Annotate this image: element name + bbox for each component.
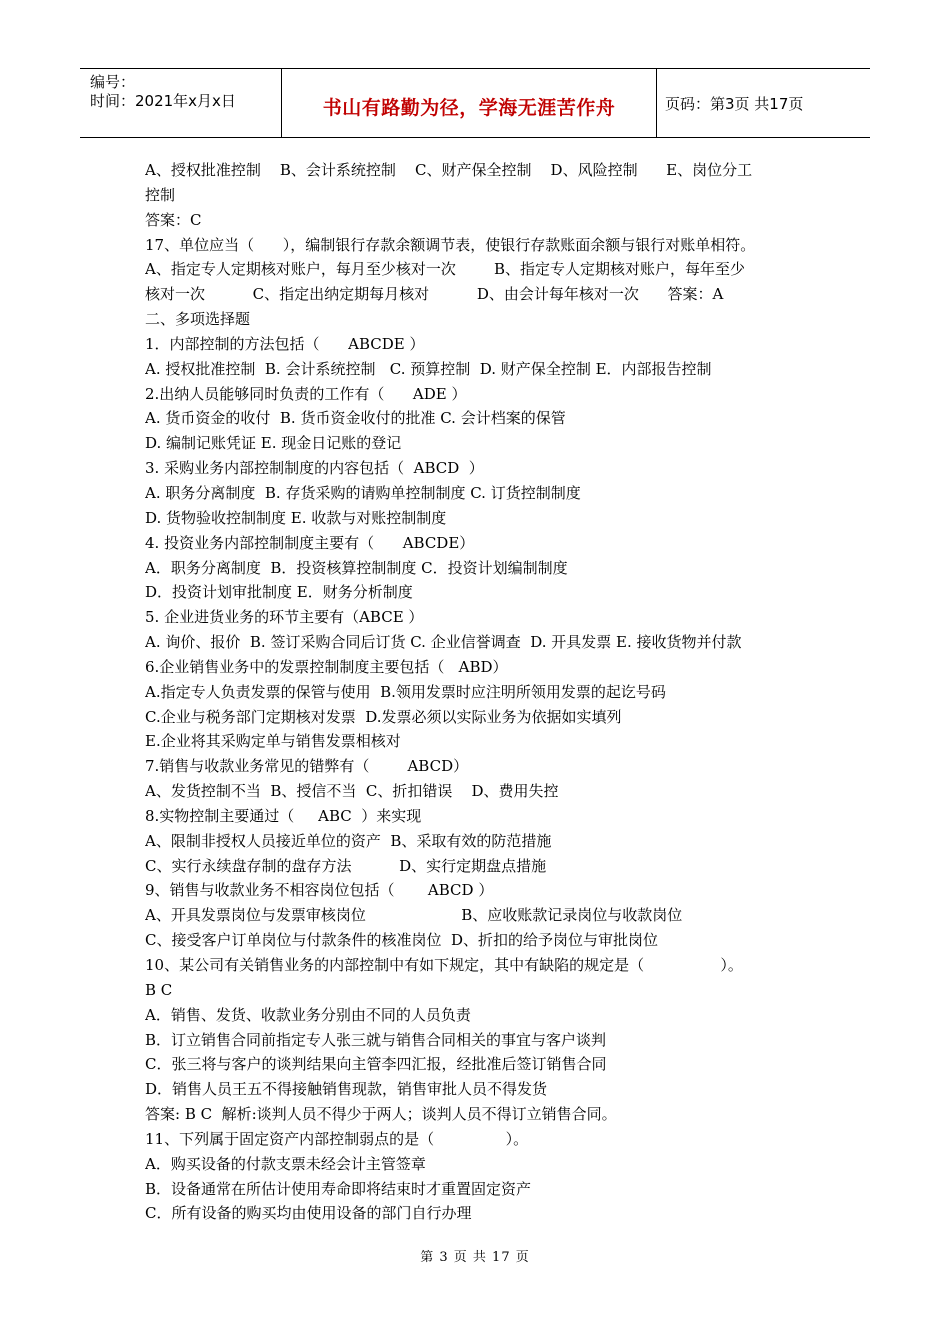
text-line: 11、下列属于固定资产内部控制弱点的是（ ）。: [145, 1129, 529, 1148]
text-line: 答案：C: [145, 210, 202, 229]
text-line: 二、多项选择题: [145, 310, 251, 329]
document-body: [145, 158, 825, 1226]
text-line: B．设备通常在所估计使用寿命即将结束时才重置固定资产: [145, 1179, 532, 1198]
text-line: 1．内部控制的方法包括（ ABCDE ）: [145, 334, 425, 353]
text-line: E.企业将其采购定单与销售发票相核对: [145, 732, 401, 751]
text-line: C．张三将与客户的谈判结果向主管李四汇报，经批准后签订销售合同: [145, 1055, 607, 1074]
text-line: 10、某公司有关销售业务的内部控制中有如下规定，其中有缺陷的规定是（ ）。: [145, 956, 743, 974]
text-line: C、接受客户订单岗位与付款条件的核准岗位 D、折扣的给予岗位与审批岗位: [145, 931, 659, 950]
text-line: B C: [145, 980, 173, 999]
text-line: C.企业与税务部门定期核对发票 D.发票必须以实际业务为依据如实填列: [145, 707, 622, 726]
text-line: 7.销售与收款业务常见的错弊有（ ABCD）: [145, 757, 469, 776]
header-motto: 书山有路勤为径，学海无涯苦作舟: [322, 97, 616, 119]
text-line: 3. 采购业务内部控制制度的内容包括（ ABCD ）: [145, 459, 484, 478]
text-line: C、实行永续盘存制的盘存方法 D、实行定期盘点措施: [145, 856, 547, 875]
text-line: A．职务分离制度 B．投资核算控制制度 C．投资计划编制制度: [145, 558, 568, 577]
text-line: B．订立销售合同前指定专人张三就与销售合同相关的事宜与客户谈判: [145, 1030, 607, 1049]
header-page-cell: [657, 69, 870, 137]
text-line: D. 货物验收控制制度 E. 收款与对账控制制度: [145, 508, 447, 527]
text-line: 控制: [145, 185, 176, 204]
text-line: A、授权批准控制 B、会计系统控制 C、财产保全控制 D、风险控制 E、岗位分工: [145, 161, 753, 179]
text-line: A．购买设备的付款支票未经会计主管签章: [145, 1154, 426, 1173]
header-motto-cell: [282, 69, 657, 137]
header-meta-cell: [80, 69, 282, 137]
text-line: A.指定专人负责发票的保管与使用 B.领用发票时应注明所领用发票的起讫号码: [145, 682, 666, 701]
text-line: 4. 投资业务内部控制制度主要有（ ABCDE）: [145, 533, 475, 552]
text-line: C．所有设备的购买均由使用设备的部门自行办理: [145, 1204, 472, 1223]
text-line: A．销售、发货、收款业务分别由不同的人员负责: [145, 1005, 471, 1024]
text-line: 5. 企业进货业务的环节主要有（ABCE ）: [145, 608, 424, 627]
text-line: A. 货币资金的收付 B. 货币资金收付的批准 C. 会计档案的保管: [145, 409, 566, 428]
text-line: 8.实物控制主要通过（ ABC ）来实现: [145, 806, 422, 825]
text-line: A、指定专人定期核对账户，每月至少核对一次 B、指定专人定期核对账户，每年至少: [145, 260, 746, 279]
text-line: 核对一次 C、指定出纳定期每月核对 D、由会计每年核对一次 答案：A: [145, 285, 724, 304]
document-number-label: 编号：: [90, 73, 136, 91]
text-line: 答案: B C 解析:谈判人员不得少于两人；谈判人员不得订立销售合同。: [145, 1105, 617, 1124]
text-line: 2.出纳人员能够同时负责的工作有（ ADE ）: [145, 384, 467, 403]
text-line: A、开具发票岗位与发票审核岗位 B、应收账款记录岗位与收款岗位: [145, 906, 683, 925]
text-line: D. 编制记账凭证 E. 现金日记账的登记: [145, 434, 402, 453]
text-line: 9、销售与收款业务不相容岗位包括（ ABCD ）: [145, 881, 494, 900]
page-footer: 第 3 页 共 17 页: [420, 1250, 530, 1265]
text-line: A. 授权批准控制 B. 会计系统控制 C. 预算控制 D. 财产保全控制 E．内部报告控制: [145, 359, 712, 378]
text-line: 17、单位应当（ ），编制银行存款余额调节表，使银行存款账面余额与银行对账单相符。: [145, 235, 756, 254]
page-header: [80, 68, 870, 138]
header-page-info: 页码：第3页 共17页: [665, 95, 804, 113]
text-line: 6.企业销售业务中的发票控制制度主要包括（ ABD）: [145, 657, 508, 676]
document-date-label: 时间：2021年x月x日: [90, 92, 236, 110]
text-line: A、发货控制不当 B、授信不当 C、折扣错误 D、费用失控: [145, 782, 559, 801]
text-line: A、限制非授权人员接近单位的资产 B、采取有效的防范措施: [145, 831, 552, 850]
text-line: A. 职务分离制度 B. 存货采购的请购单控制制度 C. 订货控制制度: [145, 483, 581, 502]
text-line: D．销售人员王五不得接触销售现款，销售审批人员不得发货: [145, 1080, 548, 1099]
text-line: A. 询价、报价 B. 签订采购合同后订货 C. 企业信誉调查 D. 开具发票 E. 接收货物并付款: [145, 633, 742, 652]
text-line: D．投资计划审批制度 E．财务分析制度: [145, 583, 413, 602]
